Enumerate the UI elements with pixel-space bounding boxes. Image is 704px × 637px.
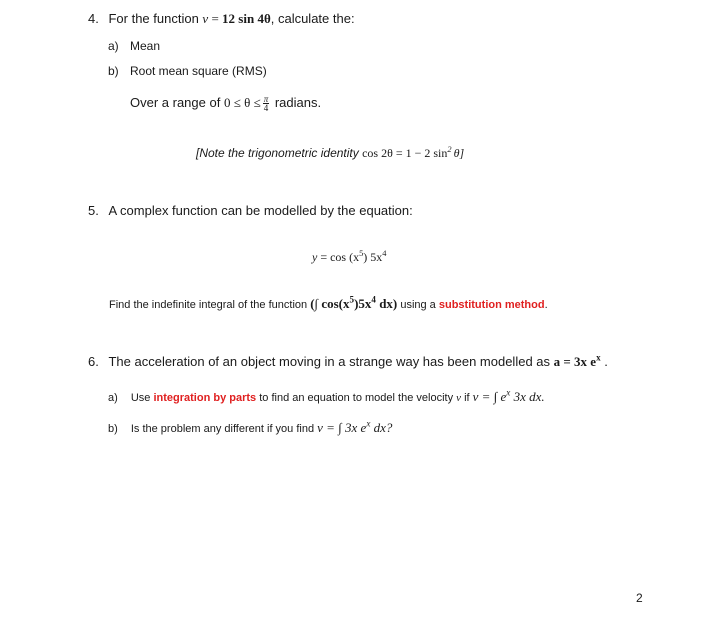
q4-heading: 4. For the function v = 12 sin 4θ, calculate the: [88,11,355,26]
q5-heading: 5. A complex function can be modelled by the equation: [88,203,413,218]
q5-find: Find the indefinite integral of the function (∫ $\cos(x^5)5x^4$ dx) using a substitution method. [109,294,548,311]
q5-equation: $y = \cos (x^5)$ $5x^4$ [312,249,387,264]
q4-note: [Note the trigonometric identity cos 2θ = 1 − 2 $\sin^2 \theta$] [196,145,465,160]
q6-number: 6. [88,354,99,369]
q6-part-a: a) Use integration by parts to find an equation to model the velocity v if v = ∫ $e^x$ 3x dx. [108,387,545,404]
q5-number: 5. [88,203,99,218]
pi-over-4-fraction: $\frac{\pi}{4}$ [263,94,269,114]
q6-heading: 6. The acceleration of an object moving in a strange way has been modelled as a = 3x $e^x$ . [88,352,608,369]
q4-part-b: b) Root mean square (RMS) [108,64,267,78]
q4-function: 12 sin 4θ [222,11,271,26]
q4-number: 4. [88,11,99,26]
page-number: 2 [636,591,643,605]
q6-part-b: b) Is the problem any different if you find v = ∫ 3x $e^x$ dx? [108,418,393,435]
integration-by-parts-highlight: integration by parts [153,392,257,404]
q6-acceleration: a = 3x $e^x$ [553,352,601,369]
q4-part-a: a) Mean [108,39,161,53]
q5-integral: (∫ $\cos(x^5)5x^4$ dx) [310,294,398,311]
substitution-method-highlight: substitution method [438,299,545,311]
q4-range: Over a range of 0 ≤ θ ≤ $\frac{\pi}{4}$ radians. [130,94,322,114]
